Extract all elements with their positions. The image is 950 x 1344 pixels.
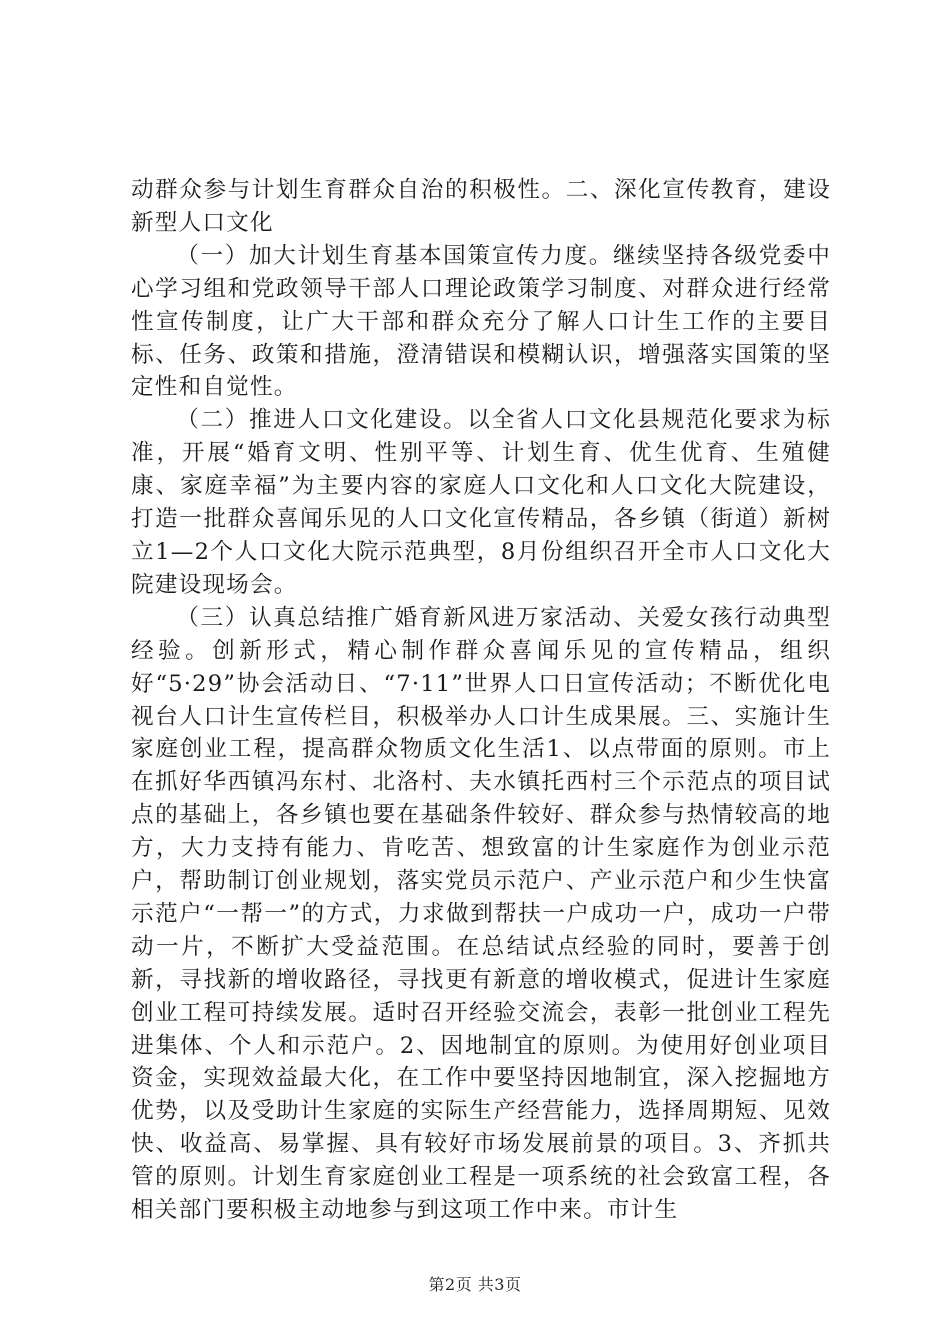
- paragraph-section-3: （三）认真总结推广婚育新风进万家活动、关爱女孩行动典型经验。创新形式，精心制作群众喜闻乐见的宣传精品，组织好“5·29”协会活动日、“7·11”世界人口日宣传活动；不断优化电视台人口计生宣传栏目，积极举办人口计生成果展。三、实施计生家庭创业工程，提高群众物质文化生活1、以点带面的原则。市上在抓好华西镇冯东村、北洛村、夫水镇托西村三个示范点的项目试点的基础上，各乡镇也要在基础条件较好、群众参与热情较高的地方，大力支持有能力、肯吃苦、想致富的计生家庭作为创业示范户，帮助制订创业规划，落实党员示范户、产业示范户和少生快富示范户“一帮一”的方式，力求做到帮扶一户成功一户，成功一户带动一片，不断扩大受益范围。在总结试点经验的同时，要善于创新，寻找新的增收路径，寻找更有新意的增收模式，促进计生家庭创业工程可持续发展。适时召开经验交流会，表彰一批创业工程先进集体、个人和示范户。2、因地制宜的原则。为使用好创业项目资金，实现效益最大化，在工作中要坚持因地制宜，深入挖掘地方优势，以及受助计生家庭的实际生产经营能力，选择周期短、见效快、收益高、易掌握、具有较好市场发展前景的项目。3、齐抓共管的原则。计划生育家庭创业工程是一项系统的社会致富工程，各相关部门要积极主动地参与到这项工作中来。市计生: [131, 604, 831, 1224]
- paragraph-section-1: （一）加大计划生育基本国策宣传力度。继续坚持各级党委中心学习组和党政领导干部人口理论政策学习制度、对群众进行经常性宣传制度，让广大干部和群众充分了解人口计生工作的主要目标、任务、政策和措施，澄清错误和模糊认识，增强落实国策的坚定性和自觉性。: [131, 242, 831, 401]
- paragraph-section-2: （二）推进人口文化建设。以全省人口文化县规范化要求为标准，开展“婚育文明、性别平等、计划生育、优生优育、生殖健康、家庭幸福”为主要内容的家庭人口文化和人口文化大院建设，打造一批群众喜闻乐见的人口文化宣传精品，各乡镇（街道）新树立1—2个人口文化大院示范典型，8月份组织召开全市人口文化大院建设现场会。: [131, 407, 831, 598]
- document-body: [131, 174, 831, 1227]
- page-number-footer: 第2页 共3页: [428, 1275, 522, 1294]
- paragraph-continuation: 动群众参与计划生育群众自治的积极性。二、深化宣传教育，建设新型人口文化: [131, 177, 831, 236]
